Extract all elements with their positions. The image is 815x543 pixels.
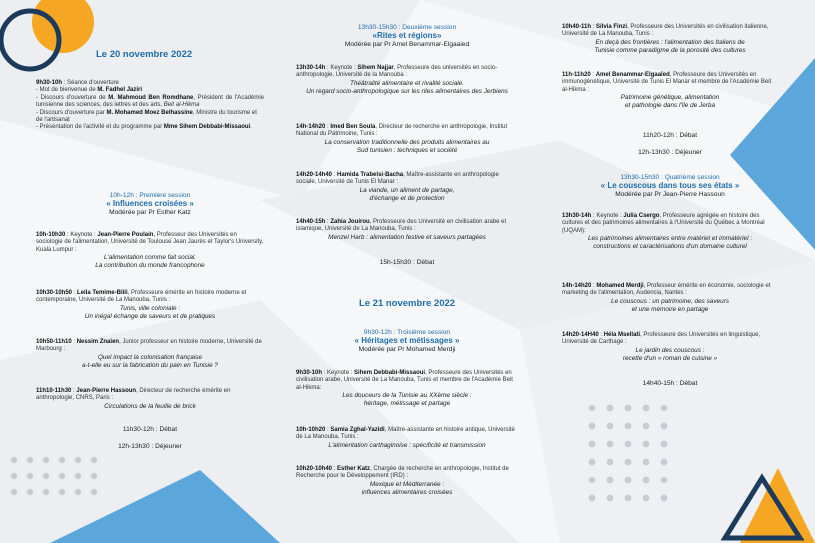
session3-header bbox=[296, 329, 518, 353]
talk-time: 10h20-10h40 bbox=[296, 466, 333, 472]
session2-debate: 15h-15h30 : Débat bbox=[379, 259, 435, 266]
talk-affiliation: , Maître-assistante en anthropologie sociale, Université de Tunis El Manar : bbox=[296, 172, 499, 186]
opening-time: 9h30-10h bbox=[36, 80, 63, 86]
talk-affiliation: , Professeure émérite en histoire moderne et contemporaine, Université de La Manouba, Tunis : bbox=[36, 290, 247, 304]
opening-line1: - Mot de bienvenue de bbox=[36, 87, 98, 94]
talk-block bbox=[562, 213, 778, 251]
session4-time: 13h30-15h30 : Quatrième session bbox=[620, 174, 720, 181]
talk-block bbox=[296, 172, 518, 203]
talk-sep: : Keynote : bbox=[65, 232, 98, 238]
talk-time: 11h-11h20 bbox=[562, 72, 591, 78]
talk-sep: : bbox=[590, 72, 596, 78]
talk-sep: : bbox=[71, 339, 77, 345]
opening-speaker4: Mme Sihem Debbabi-Missaoui bbox=[163, 124, 251, 131]
talk-block bbox=[562, 72, 778, 110]
talk-sep: : bbox=[591, 283, 597, 289]
opening-line4: - Présentation de l'activité et du programme par bbox=[36, 124, 164, 131]
session1-time: 10h-12h : Première session bbox=[109, 192, 191, 199]
talk-affiliation: , Directeur de recherche émérite en anthropologie, CNRS, Paris : bbox=[36, 388, 231, 402]
talk-title-line2: et une mémoire en partage bbox=[631, 305, 709, 313]
talk-speaker: Jean-Pierre Hassoun bbox=[76, 388, 137, 394]
session3-title: « Héritages et métissages » bbox=[354, 336, 460, 345]
talk-affiliation: , Directeur de recherche en anthropologie, Institut National du Patrimoine, Tunis : bbox=[296, 124, 508, 138]
talk-title-line1: Mexique et Méditerranée : bbox=[369, 480, 445, 488]
talk-time: 10h-10h30 bbox=[36, 232, 66, 238]
talk-title-line1: Les douceurs de la Tunisie au XXème siècle : bbox=[342, 392, 472, 400]
talk-affiliation: , Professeure des Universités en immunogénétique, Université de Tunis El Manar et membre de l'Académie Beit al-Hikma : bbox=[562, 72, 772, 93]
session2-title: «Rites et régions» bbox=[372, 31, 442, 40]
session4-title: « Le couscous dans tous ses états » bbox=[600, 181, 740, 190]
talk-block bbox=[562, 332, 778, 363]
talk-block bbox=[296, 124, 518, 155]
talk-time: 11h10-11h30 bbox=[36, 388, 72, 394]
talk-speaker: Samia Zghal-Yazidi bbox=[330, 427, 385, 433]
talk-sep: : Keynote : bbox=[591, 213, 624, 219]
talk-affiliation: , Maître-assistante en histoire antique, Université de La Manouba, Tunis : bbox=[296, 427, 515, 441]
session3-lunch: 12h-13h30 : Déjeuner bbox=[638, 149, 702, 156]
talk-block bbox=[36, 232, 264, 270]
talk-speaker: Hamida Trabelsi-Bacha bbox=[337, 172, 404, 178]
talk-title-line2: influences alimentaires croisées bbox=[361, 488, 453, 496]
talk-block bbox=[562, 24, 778, 55]
talk-speaker: Amel Benammar-Elgaaïed bbox=[595, 72, 670, 78]
talk-sep: : bbox=[598, 332, 604, 338]
talk-title-line1: Théâtralité alimentaire et rivalité sociale. bbox=[349, 79, 465, 87]
talk-time: 10h-10h20 bbox=[296, 427, 326, 433]
talk-time: 14h-14h20 bbox=[562, 283, 592, 289]
talk-title-line2: héritage, métissage et partage bbox=[363, 400, 451, 408]
opening-speaker2: M. Mahmoud Ben Romdhane bbox=[108, 94, 194, 101]
session3-time: 9h30-12h : Troisième session bbox=[363, 329, 451, 336]
talk-block bbox=[36, 290, 264, 321]
talk-affiliation: , Professeure des Université en civilisation arabe et islamique, Université de La Manouba, Tunis : bbox=[296, 219, 507, 233]
talk-block bbox=[36, 388, 264, 411]
talk-block bbox=[562, 283, 778, 314]
talk-sep: : bbox=[71, 388, 77, 394]
opening-line4-end: . bbox=[250, 124, 252, 131]
talk-title-line2: a-t-elle eu sur la fabrication du pain en Tunisie ? bbox=[82, 361, 218, 369]
talk-sep: : bbox=[325, 219, 331, 225]
day1-date: Le 20 novembre 2022 bbox=[96, 49, 193, 60]
talk-sep: : bbox=[332, 466, 338, 472]
talk-time: 9h30-10h bbox=[296, 370, 323, 376]
talk-affiliation: , Professeure des universités en socio-anthropologie, Université de la Manouba : bbox=[296, 65, 498, 79]
session3-debate: 11h20-12h : Débat bbox=[642, 132, 698, 139]
opening-line2: - Discours d'ouverture de bbox=[36, 94, 109, 101]
talk-time: 13h30-14h bbox=[562, 213, 592, 219]
talk-block bbox=[36, 339, 264, 370]
talk-speaker: Julia Csergo bbox=[623, 213, 660, 219]
talk-speaker: Jean-Pierre Poulain bbox=[97, 232, 154, 238]
talk-time: 14h20-14h40 bbox=[296, 172, 333, 178]
talk-title-line1: Les patrimoines alimentaires entre matériel et immatériel : bbox=[587, 235, 753, 243]
talk-title-line2: et pathologie dans l'île de Jerba bbox=[624, 102, 716, 110]
talk-affiliation: , Professeure agrégée en histoire des cultures et des patrimoines alimentaires à l'Université du Québec à Montréal (UQAM): bbox=[562, 213, 765, 234]
talk-title-line1: L'alimentation comme fait social. bbox=[103, 254, 197, 262]
talk-affiliation: , Professeure des Universités en civilisation arabe, Université de La Manouba, Tunis et membre de l'Académie Beit al-Hikma: bbox=[296, 370, 513, 391]
talk-block bbox=[296, 427, 518, 450]
opening-speaker1: M. Fadhel Jaziri bbox=[97, 87, 143, 94]
session1-moderator: Modérée par Pr Esther Katz bbox=[109, 209, 191, 216]
talk-title-line2: Sud tunisien : techniques et société bbox=[356, 146, 458, 154]
talk-affiliation: , Junior professeur en histoire moderne, Université de Marbourg : bbox=[36, 339, 262, 353]
talk-title-line2: d'échange et de protection bbox=[369, 194, 445, 202]
talk-title-line2: Tunisie comme paradigme de la porosité des cultures bbox=[594, 46, 746, 54]
talk-sep: : bbox=[72, 290, 78, 296]
talk-speaker: Sihem Najjar bbox=[357, 65, 394, 71]
talk-time: 14h40-15h bbox=[296, 219, 326, 225]
talk-speaker: Esther Katz bbox=[337, 466, 371, 472]
talk-sep: : bbox=[591, 24, 597, 30]
talk-time: 10h50-11h10 bbox=[36, 339, 72, 345]
talk-affiliation: , Professeure des Universités en civilisation italienne, Université de La Manouba, Tunis : bbox=[562, 24, 769, 38]
session1-debate: 11h30-12h : Débat bbox=[122, 426, 178, 433]
talk-title-line1: La conservation traditionnelle des produits alimentaires au bbox=[324, 138, 490, 146]
talk-speaker: Héla Msellati bbox=[603, 332, 641, 338]
session2-header bbox=[296, 24, 518, 48]
talk-title-line1: Le jardin des couscous : bbox=[635, 346, 705, 354]
session4-moderator: Modérée par Pr Jean-Pierre Hassoun bbox=[615, 191, 725, 198]
talk-sep: : Keynote : bbox=[325, 65, 358, 71]
talk-sep: : Keynote : bbox=[322, 370, 355, 376]
talk-sep: : bbox=[332, 172, 338, 178]
session1-header bbox=[36, 192, 264, 216]
talk-title-line2: constructions et caractérisations d'un domaine culturel bbox=[593, 243, 747, 251]
talk-block bbox=[296, 370, 518, 408]
session4-debate: 14h40-15h : Débat bbox=[642, 380, 698, 387]
talk-speaker: Imed Ben Soula bbox=[330, 124, 376, 130]
talk-time: 14h20-14H40 bbox=[562, 332, 599, 338]
talk-speaker: Sihem Debbabi-Missaoui bbox=[354, 370, 426, 376]
day2-date: Le 21 novembre 2022 bbox=[358, 298, 456, 309]
session3-moderator: Modérée par Pr Mohamed Merdji bbox=[358, 346, 456, 353]
session2-time: 13h30-15h30 : Deuxième session bbox=[357, 24, 457, 31]
talk-speaker: Mohamed Merdji bbox=[596, 283, 644, 289]
talk-title-line1: Quel impact la colonisation française bbox=[97, 353, 203, 361]
talk-title-line1: Patrimoine génétique, alimentation bbox=[620, 94, 720, 102]
talk-time: 14h-14h20 bbox=[296, 124, 326, 130]
talk-speaker: Nessim Znaien bbox=[76, 339, 120, 345]
talk-title-line1: L'alimentation carthaginoise : spécificité et transmission bbox=[328, 441, 486, 449]
talk-affiliation: , Professeur émérite en économie, sociologie et marketing de l'alimentation, Audencia, Nantes : bbox=[562, 283, 771, 297]
talk-title-line2: Un regard socio-anthropologique sur les rites alimentaires des Jerbiens bbox=[306, 87, 508, 95]
talk-title-line1: Tunis, ville coloniale : bbox=[119, 304, 181, 312]
talk-title-line1: En deçà des frontières : l'alimentation des Italiens de bbox=[595, 38, 745, 46]
talk-speaker: Silvia Finzi bbox=[596, 24, 628, 30]
talk-sep: : bbox=[325, 427, 331, 433]
talk-title-line2: Un inégal échange de saveurs et de pratiques bbox=[84, 312, 216, 320]
talk-affiliation: , Chargée de recherche en anthropologie, Institut de Recherche pour le Développement (IRD) : bbox=[296, 466, 509, 480]
opening-block bbox=[36, 80, 264, 132]
session1-lunch: 12h-13h30 : Déjeuner bbox=[118, 443, 182, 450]
talk-time: 10h40-11h bbox=[562, 24, 592, 30]
opening-line2-role: , Président de l'Académie tunisienne des sciences, des lettres et des arts, bbox=[36, 94, 264, 109]
talk-block bbox=[296, 219, 518, 242]
opening-line3-role: , Ministre du tourisme et de l'artisanat bbox=[36, 109, 257, 124]
talk-title-line1: Menzel Harb : alimentation festive et saveurs partagées bbox=[328, 233, 486, 241]
opening-speaker3: M. Mohamed Moez Belhassine bbox=[106, 109, 193, 116]
session2-moderator: Modérée par Pr Amel Benammar-Elgaaied bbox=[344, 41, 470, 48]
opening-line2-academy: Beit al-Hikma bbox=[163, 102, 200, 109]
talk-speaker: Zahia Jouirou bbox=[330, 219, 370, 225]
talk-title-line2: recette d'un « roman de cuisine » bbox=[622, 354, 718, 362]
talk-block bbox=[296, 466, 518, 497]
talk-affiliation: , Professeure des Universités en linguistique, Université de Carthage : bbox=[562, 332, 761, 346]
opening-title: : Séance d'ouverture bbox=[62, 80, 119, 86]
talk-block bbox=[296, 65, 518, 96]
session1-title: « Influences croisées » bbox=[106, 199, 194, 208]
talk-title-line2: La contribution du monde francophone bbox=[95, 262, 205, 270]
talk-sep: : bbox=[325, 124, 331, 130]
talk-title-line1: Le couscous : un patrimoine, des saveurs bbox=[611, 297, 729, 305]
talk-affiliation: , Professeur des Universités en sociologie de l'alimentation, Université de Toulouse Jean Jaurès et Taylor's University, Kuala Lumpur : bbox=[36, 232, 264, 253]
talk-speaker: Leila Temime-Blili bbox=[77, 290, 128, 296]
session4-header bbox=[562, 174, 778, 198]
talk-time: 13h30-14h bbox=[296, 65, 326, 71]
talk-time: 10h30-10h50 bbox=[36, 290, 73, 296]
talk-title-line1: La viande, un aliment de partage, bbox=[359, 186, 455, 194]
opening-line3: - Discours d'ouverture par bbox=[36, 109, 107, 116]
talk-title-line1: Circulations de la feuille de brick bbox=[104, 402, 196, 410]
